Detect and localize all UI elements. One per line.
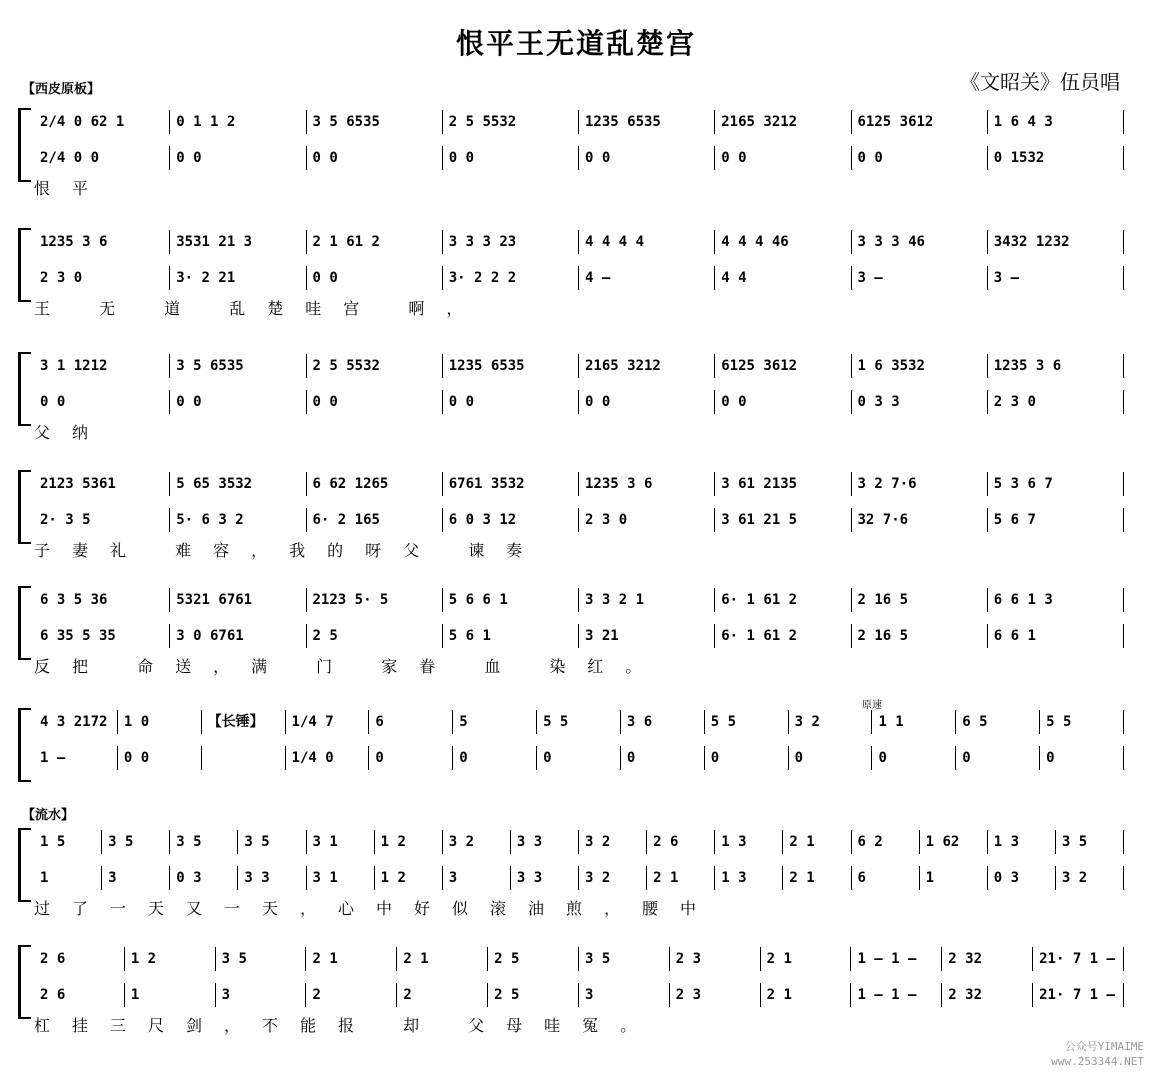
lyric-line: 恨平 [34,179,111,198]
measure: 3 5 [170,830,238,854]
watermark [1051,1039,1144,1069]
measure: 0 0 [579,146,715,170]
vocal-row [34,390,1124,414]
measure: 6125 3612 [715,354,851,378]
measure: 2 1 [761,983,852,1007]
measure: 5 5 [1040,710,1124,734]
measure: 1 2 [125,947,216,971]
vocal-row [34,266,1124,290]
measure: 0 [537,746,621,770]
section-label-liushui: 【流水】 [22,808,75,823]
measure: 1 2 [375,866,443,890]
measure: 3 2 [579,866,647,890]
measure: 1235 3 6 [34,230,170,254]
measure: 2 6 [34,983,125,1007]
measure: 1/4 0 [286,746,370,770]
measure: 3 1 1212 [34,354,170,378]
measure: 1/4 7 [286,710,370,734]
measure: 1235 3 6 [988,354,1124,378]
measure: 2 1 [783,866,851,890]
measure: 0 [705,746,789,770]
measure: 3 – [988,266,1124,290]
measure: 32 7·6 [852,508,988,532]
measure: 3 5 [1056,830,1124,854]
measure: 0 [453,746,537,770]
accompaniment-row [34,830,1124,854]
staff-system [14,708,1124,803]
source-attribution: 《文昭关》伍员唱 [960,70,1120,94]
measure: 0 0 [443,146,579,170]
measure: 2 3 0 [579,508,715,532]
measure: 2 1 [761,947,852,971]
measure: 2165 3212 [579,354,715,378]
measure: 1 [34,866,102,890]
measure: 5· 6 3 2 [170,508,306,532]
measure: 0 0 [118,746,202,770]
measure: 2123 5· 5 [307,588,443,612]
measure: 2 6 [647,830,715,854]
accompaniment-row [34,710,1124,734]
measure: 5321 6761 [170,588,306,612]
measure: 3 1 [307,866,375,890]
measure: 3 6 [621,710,705,734]
measure: 0 0 [443,390,579,414]
measure: 21· 7 1 – [1033,947,1124,971]
measure: 0 0 [579,390,715,414]
accompaniment-row [34,230,1124,254]
measure: 3531 21 3 [170,230,306,254]
measure: 5 6 1 [443,624,579,648]
measure: 0 0 [307,266,443,290]
measure: 0 0 [34,390,170,414]
measure: 0 1532 [988,146,1124,170]
measure: 3 5 [238,830,306,854]
measure: 3432 1232 [988,230,1124,254]
measure: 0 3 [170,866,238,890]
measure: 6 62 1265 [307,472,443,496]
measure: 【长锤】 [202,710,286,734]
measure: 2 3 [670,983,761,1007]
measure: 3 5 [579,947,670,971]
measure: 3 [216,983,307,1007]
measure: 0 1 1 2 [170,110,306,134]
measure: 2 [397,983,488,1007]
measure: 3 3 [238,866,306,890]
measure: 6 0 3 12 [443,508,579,532]
staff-system [14,108,1124,203]
measure: 1235 3 6 [579,472,715,496]
measure: 2 5 5532 [443,110,579,134]
measure: 1 [920,866,988,890]
measure: 6 5 [956,710,1040,734]
measure: 3 [443,866,511,890]
measure: 2 1 61 2 [307,230,443,254]
measure: 6· 1 61 2 [715,624,851,648]
measure: 2 1 [783,830,851,854]
measure: 5 5 [537,710,621,734]
measure: 2 5 [307,624,443,648]
measure: 2 5 5532 [307,354,443,378]
measure: 6 3 5 36 [34,588,170,612]
staff-system [14,586,1124,681]
measure: 3· 2 21 [170,266,306,290]
measure: 0 0 [852,146,988,170]
watermark-line: 公众号YIMAIME [1064,1040,1144,1053]
measure: 0 [1040,746,1124,770]
system-brace [18,828,31,902]
measure: 0 3 3 [852,390,988,414]
measure: 2 1 [397,947,488,971]
measure: 5 5 [705,710,789,734]
measure: 3· 2 2 2 [443,266,579,290]
measure: 5 [453,710,537,734]
measure: 3 2 7·6 [852,472,988,496]
measure: 21· 7 1 – [1033,983,1124,1007]
measure: 3 – [852,266,988,290]
measure: 3 2 [1056,866,1124,890]
measure: 2/4 0 62 1 [34,110,170,134]
measure: 2 16 5 [852,624,988,648]
measure: 0 [872,746,956,770]
section-label-xipi: 【西皮原板】 [22,82,101,97]
measure: 5 65 3532 [170,472,306,496]
measure: 0 3 [988,866,1056,890]
measure [202,746,286,770]
measure: 6 2 [852,830,920,854]
staff-system [14,228,1124,323]
measure: 0 [789,746,873,770]
vocal-row [34,746,1124,770]
measure: 3 3 [511,866,579,890]
measure: 3 5 6535 [307,110,443,134]
measure: 2 3 0 [34,266,170,290]
measure: 3 5 [102,830,170,854]
staff-system [14,828,1124,923]
measure: 1 3 [715,830,783,854]
measure: 6 [852,866,920,890]
measure: 2/4 0 0 [34,146,170,170]
measure: 0 0 [307,390,443,414]
staff-system [14,945,1124,1040]
accompaniment-row [34,947,1124,971]
measure: 0 0 [715,390,851,414]
measure: 2165 3212 [715,110,851,134]
measure: 1 – 1 – [851,983,942,1007]
measure: 1 [125,983,216,1007]
measure: 4 4 4 4 [579,230,715,254]
measure: 0 [621,746,705,770]
accompaniment-row [34,354,1124,378]
measure: 0 0 [715,146,851,170]
measure: 5 6 7 [988,508,1124,532]
measure: 1 – [34,746,118,770]
measure: 1 0 [118,710,202,734]
measure: 0 0 [170,146,306,170]
measure: 0 0 [307,146,443,170]
staff-system [14,352,1124,447]
measure: 3 2 [789,710,873,734]
accompaniment-row [34,110,1124,134]
song-title: 恨平王无道乱楚宫 [455,27,696,60]
system-brace [18,470,31,544]
measure: 6· 1 61 2 [715,588,851,612]
measure: 6125 3612 [852,110,988,134]
measure: 0 [956,746,1040,770]
lyric-line [34,776,1124,798]
measure: 6· 2 165 [307,508,443,532]
measure: 6 [369,710,453,734]
lyric-line: 反把 命送，满 门 家眷 血 染红。 [34,657,664,676]
system-brace [18,228,31,302]
measure: 0 [369,746,453,770]
measure: 3 5 6535 [170,354,306,378]
lyric-line: 王 无 道 乱楚哇宫 啊， [34,299,485,318]
system-brace [18,108,31,182]
measure: 4 3 2172 [34,710,118,734]
system-brace [18,708,31,782]
system-brace [18,352,31,426]
measure: 1 2 [375,830,443,854]
tempo-mark: 原速 [862,700,882,711]
staff-system [14,470,1124,565]
lyric-line: 过了一天又一天，心中好似滚油煎，腰中 [34,899,719,918]
measure: 3 1 [307,830,375,854]
vocal-row [34,983,1124,1007]
measure: 1 5 [34,830,102,854]
measure: 1235 6535 [579,110,715,134]
vocal-row [34,508,1124,532]
measure: 1 3 [988,830,1056,854]
measure: 3 [102,866,170,890]
measure: 6 6 1 3 [988,588,1124,612]
measure: 6761 3532 [443,472,579,496]
measure: 4 – [579,266,715,290]
measure: 1 62 [920,830,988,854]
measure: 3 21 [579,624,715,648]
measure: 3 2 [443,830,511,854]
measure: 2123 5361 [34,472,170,496]
accompaniment-row [34,588,1124,612]
measure: 3 3 3 23 [443,230,579,254]
system-brace [18,586,31,660]
vocal-row [34,624,1124,648]
measure: 3 5 [216,947,307,971]
measure: 4 4 [715,266,851,290]
measure: 3 3 [511,830,579,854]
lyric-line: 杠挂三尺剑，不能报 却 父母哇冤。 [34,1016,659,1035]
measure: 5 6 6 1 [443,588,579,612]
measure: 3 [579,983,670,1007]
measure: 2 16 5 [852,588,988,612]
vocal-row [34,866,1124,890]
measure: 2 5 [488,947,579,971]
system-brace [18,945,31,1019]
measure: 3 61 21 5 [715,508,851,532]
measure: 2 3 [670,947,761,971]
measure: 3 3 2 1 [579,588,715,612]
measure: 2 32 [942,983,1033,1007]
measure: 2 1 [306,947,397,971]
measure: 2 3 0 [988,390,1124,414]
lyric-line: 父纳 [34,423,111,442]
measure: 2 [306,983,397,1007]
measure: 6 35 5 35 [34,624,170,648]
measure: 6 6 1 [988,624,1124,648]
measure: 1 6 4 3 [988,110,1124,134]
measure: 0 0 [170,390,306,414]
measure: 2 6 [34,947,125,971]
measure: 1 – 1 – [851,947,942,971]
measure: 2 5 [488,983,579,1007]
measure: 3 61 2135 [715,472,851,496]
measure: 2· 3 5 [34,508,170,532]
measure: 1 3 [715,866,783,890]
measure: 1 6 3532 [852,354,988,378]
watermark-line: www.253344.NET [1051,1055,1144,1068]
measure: 2 1 [647,866,715,890]
measure: 4 4 4 46 [715,230,851,254]
accompaniment-row [34,472,1124,496]
measure: 3 0 6761 [170,624,306,648]
vocal-row [34,146,1124,170]
measure: 3 2 [579,830,647,854]
measure: 2 32 [942,947,1033,971]
measure: 5 3 6 7 [988,472,1124,496]
measure: 1235 6535 [443,354,579,378]
measure: 3 3 3 46 [852,230,988,254]
lyric-line: 子妻礼 难容，我的呀父 谏奏 [34,541,545,560]
measure: 1 1 [872,710,956,734]
